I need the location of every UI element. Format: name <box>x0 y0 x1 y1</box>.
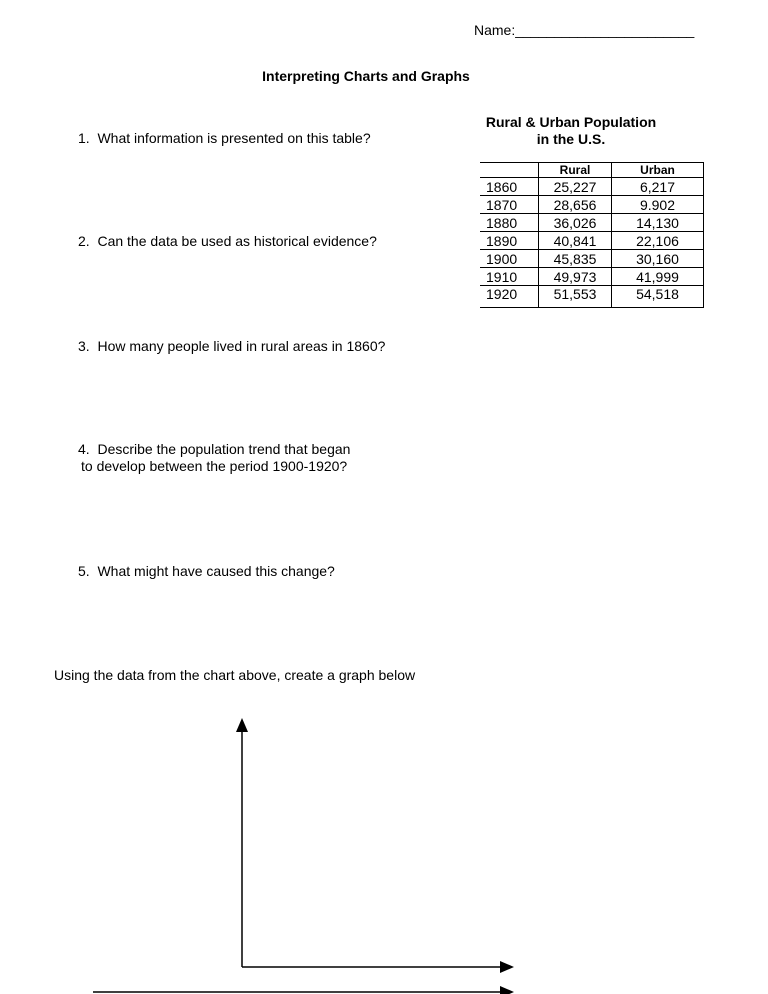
cell-urban: 41,999 <box>612 268 704 286</box>
column-header-urban: Urban <box>612 163 704 178</box>
question-5 <box>78 563 335 579</box>
cell-year: 1910 <box>480 268 539 286</box>
x-axis-arrowhead <box>500 961 514 973</box>
cell-urban: 6,217 <box>612 178 704 196</box>
cell-urban: 30,160 <box>612 250 704 268</box>
question-4-continuation: to develop between the period 1900-1920? <box>81 458 348 474</box>
cell-urban: 22,106 <box>612 232 704 250</box>
column-header-year <box>480 163 539 178</box>
cell-rural: 25,227 <box>539 178 612 196</box>
cell-year: 1880 <box>480 214 539 232</box>
question-number: 5. <box>78 563 90 579</box>
cell-rural: 49,973 <box>539 268 612 286</box>
cell-rural: 36,026 <box>539 214 612 232</box>
table-row <box>480 178 704 196</box>
cell-rural: 28,656 <box>539 196 612 214</box>
question-text: Can the data be used as historical evidence? <box>97 233 377 249</box>
cell-rural: 45,835 <box>539 250 612 268</box>
cell-rural: 51,553 <box>539 286 612 308</box>
question-number: 3. <box>78 338 90 354</box>
cell-year: 1890 <box>480 232 539 250</box>
table-row <box>480 196 704 214</box>
name-label: Name: <box>474 22 516 38</box>
question-1 <box>78 130 371 146</box>
name-blank-line[interactable]: _______________________ <box>515 22 695 38</box>
cell-rural: 40,841 <box>539 232 612 250</box>
cell-year: 1920 <box>480 286 539 308</box>
graph-instruction: Using the data from the chart above, create a graph below <box>54 667 416 683</box>
table-row <box>480 268 704 286</box>
column-header-rural: Rural <box>539 163 612 178</box>
cell-urban: 14,130 <box>612 214 704 232</box>
cell-urban: 9.902 <box>612 196 704 214</box>
question-2 <box>78 233 377 249</box>
blank-graph-axes <box>0 700 768 994</box>
worksheet-title: Interpreting Charts and Graphs <box>262 68 470 84</box>
baseline-arrowhead <box>500 986 514 994</box>
question-text: What information is presented on this table? <box>97 130 371 146</box>
table-row <box>480 286 704 308</box>
table-title <box>470 114 672 148</box>
table-header-row <box>480 163 704 178</box>
question-3 <box>78 338 385 354</box>
y-axis-arrowhead <box>236 718 248 732</box>
population-table <box>480 162 704 308</box>
question-number: 4. <box>78 441 90 457</box>
cell-year: 1870 <box>480 196 539 214</box>
question-text: How many people lived in rural areas in 1860? <box>97 338 386 354</box>
table-row <box>480 232 704 250</box>
name-field[interactable] <box>474 22 694 38</box>
question-number: 2. <box>78 233 90 249</box>
cell-year: 1860 <box>480 178 539 196</box>
question-text: Describe the population trend that began <box>97 441 351 457</box>
table-title-line-2: in the U.S. <box>536 131 606 147</box>
question-number: 1. <box>78 130 90 146</box>
cell-urban: 54,518 <box>612 286 704 308</box>
table-title-line-1: Rural & Urban Population <box>485 114 657 130</box>
question-4 <box>78 441 350 457</box>
cell-year: 1900 <box>480 250 539 268</box>
table-row <box>480 250 704 268</box>
table-row <box>480 214 704 232</box>
question-text: What might have caused this change? <box>97 563 335 579</box>
